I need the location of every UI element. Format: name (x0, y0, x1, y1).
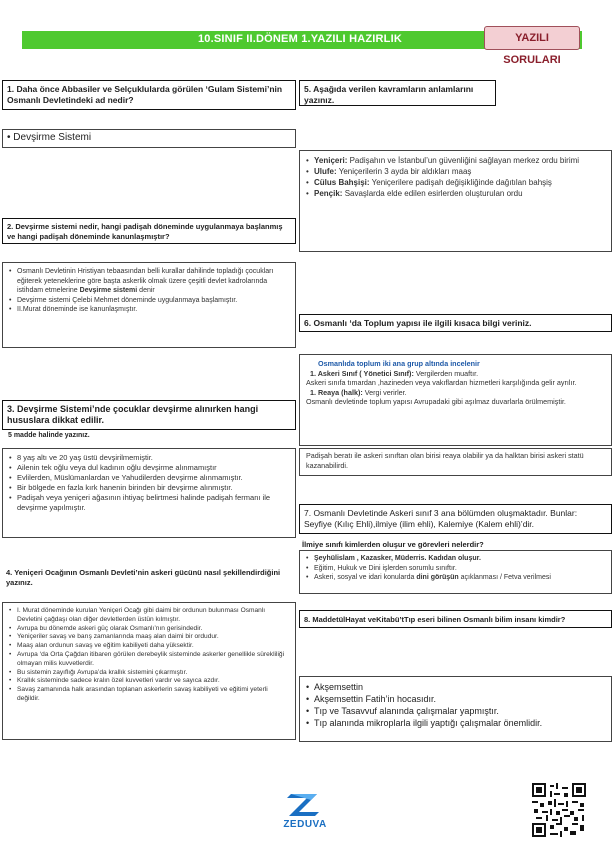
reaya-title: 1. Reaya (halk): Vergi verirler. (310, 387, 407, 397)
answer-6-note: Padişah beratı ile askeri sınıftan olan birisi reaya olabilir ya da halktan birisi askeri statü kazanabilirdi. (299, 448, 612, 476)
question-1 (2, 80, 296, 110)
list-item: • Akşemsettin (306, 681, 605, 693)
list-item: • Padişah veya yeniçeri ağasının ihtiyaç belirtmesi halinde padişah fermanı ile devşirme yapılmıştır. (9, 493, 289, 513)
question-5-text: 5. Aşağıda verilen kavramların anlamlarını yazınız. (304, 84, 474, 105)
question-8 (299, 610, 612, 628)
list-item: • Savaş zamanında halk arasından toplanan askerlerin savaş kabiliyeti ve eğitimi yeterli değildir. (9, 686, 289, 704)
question-7-text: 7. Osmanlı Devletinde Askeri sınıf 3 ana bölümden oluşmaktadır. Bunlar: Seyfiye (Kılıç Ehli),ilmiye (ilim ehli), Kalemiye (Kalem ehli)’dir. (304, 508, 578, 529)
list-item: • Evlilerden, Müslümanlardan ve Yahudilerden devşirme alınmamıştır. (9, 473, 289, 483)
question-4 (2, 568, 296, 588)
question-3-note: 5 madde halinde yazınız. (8, 432, 90, 439)
question-1-text: 1. Daha önce Abbasiler ve Selçuklularda görülen ‘Gulam Sistemi’nin Osmanlı Devletindeki ad nedir? (7, 84, 283, 105)
question-8-text: 8. MaddetülHayat veKitabü’tTıp eseri bilinen Osmanlı bilim insanı kimdir? (304, 615, 566, 624)
question-2-text: 2. Devşirme sistemi nedir, hangi padişah döneminde uygulanmaya başlanmış ve hangi padişah döneminde kanunlaşmıştır? (7, 222, 283, 241)
askeri-sinif-title: 1. Askeri Sınıf ( Yönetici Sınıf): Vergilerden muaftır. (310, 368, 479, 378)
list-item: • Akşemsettin Fatih’in hocasıdır. (306, 693, 605, 705)
question-7-sub: İlmiye sınıfı kimlerden oluşur ve görevleri nelerdir? (302, 540, 484, 549)
question-5 (299, 80, 496, 106)
list-item: • Ulufe: Yeniçerilerin 3 ayda bir aldıkları maaş (306, 166, 605, 177)
list-item: • Devşirme sistemi Çelebi Mehmet döneminde uygulanmaya başlamıştır. (9, 296, 289, 306)
list-item: • Osmanlı Devletinin Hristiyan tebaasından belli kurallar dahilinde topladığı çocukları eğiterek yeteneklerine göre başta askerlik olmak üzere çeşitli devlet kadrolarında istihdam etmelerine Devşirme sistemi denir (9, 267, 289, 296)
question-3-text: 3. Devşirme Sistemi’nde çocuklar devşirme alınırken hangi hususlara dikkat edilir. (7, 404, 259, 425)
list-item: • 8 yaş altı ve 20 yaş üstü devşirilmemiştir. (9, 453, 289, 463)
answer-8 (299, 676, 612, 742)
list-item: • Askeri, sosyal ve idari konularda dini görüşün açıklanması / Fetva verilmesi (306, 573, 605, 583)
list-item: • Cülus Bahşişi: Yeniçerilere padişah değişikliğinde dağıtılan bahşiş (306, 177, 605, 188)
list-item: • Tıp ve Tasavvuf alanında çalışmalar yapmıştır. (306, 705, 605, 717)
question-6-text: 6. Osmanlı ‘da Toplum yapısı ile ilgili kısaca bilgi veriniz. (304, 318, 532, 328)
zeduva-logo-icon (285, 792, 325, 818)
answer-6 (299, 354, 612, 446)
list-item: • Tıp alanında mikroplarla ilgili yaptığı çalışmalar önemlidir. (306, 717, 605, 729)
answer-1 (2, 129, 296, 148)
question-6 (299, 314, 612, 332)
list-item: • Krallık sisteminde sadece kralın özel kuvvetleri vardır ve sayıca azdır. (9, 677, 289, 686)
list-item: • Avrupa ‘da Orta Çağdan itibaren görülen derebeylik sisteminde askerler genellikle sürekliliği olmayan milis kuvvetlerdir. (9, 651, 289, 669)
qr-code (532, 783, 586, 837)
answer-4 (2, 602, 296, 740)
answer-5 (299, 150, 612, 252)
list-item: • Eğitim, Hukuk ve Dini işlerden sorumlu sınıftır. (306, 564, 605, 574)
answer-6-heading: Osmanlıda toplum iki ana grup altında incelenir (318, 359, 480, 368)
question-3 (2, 400, 296, 430)
list-item: • Yeniçeriler savaş ve barış zamanlarında maaş alan daimi bir ordudur. (9, 633, 289, 642)
askeri-sinif-text: Askeri sınıfa tımardan ,hazineden veya vakıflardan hizmetleri karşılığında gelir ayrılır. (306, 378, 577, 387)
answer-2 (2, 262, 296, 348)
page-title: 10.SINIF II.DÖNEM 1.YAZILI HAZIRLIK (197, 33, 402, 45)
logo-text: ZEDUVA (283, 819, 327, 830)
list-item: • Yeniçeri: Padişahın ve İstanbul’un güvenliğini sağlayan merkez ordu birimi (306, 155, 605, 166)
list-item: • Bir bölgede en fazla kırk hanenin birinden bir devşirme alınmıştır. (9, 483, 289, 493)
list-item: • Avrupa bu dönemde askeri güç olarak Osmanlı’nın gerisindedir. (9, 625, 289, 634)
list-item: • I. Murat döneminde kurulan Yeniçeri Ocağı gibi daimi bir ordunun bulunması Osmanlı Devletini çağdaşı olan diğer devletlerden üstün kılmıştır. (9, 607, 289, 625)
answer-3 (2, 448, 296, 538)
list-item: • Bu sistemin zayıflığı Avrupa’da krallık sistemini çıkarmıştır. (9, 669, 289, 678)
list-item: • Pençik: Savaşlarda elde edilen esirlerden oluşturulan ordu (306, 188, 605, 199)
reaya-text: Osmanlı devletinde toplum yapısı Avrupadaki gibi aşılmaz duvarlarla örülmemiştir. (306, 397, 566, 406)
exam-type-badge: YAZILI SORULARI (484, 26, 580, 50)
answer-1-text: Devşirme Sistemi (13, 132, 92, 143)
question-2 (2, 218, 296, 244)
answer-7 (299, 550, 612, 594)
list-item: • II.Murat döneminde ise kanunlaşmıştır. (9, 305, 289, 315)
question-7 (299, 504, 612, 534)
list-item: • Ailenin tek oğlu veya dul kadının oğlu devşirme alınmamıştır (9, 463, 289, 473)
bullet-icon: • (7, 132, 14, 143)
list-item: • Şeyhülislam , Kazasker, Müderris. Kadıdan oluşur. (306, 554, 605, 564)
list-item: • Maaş alan ordunun savaş ve eğitim kabiliyeti daha yüksektir. (9, 642, 289, 651)
question-4-text: 4. Yeniçeri Ocağının Osmanlı Devleti’nin askeri gücünü nasıl şekillendirdiğini yazınız. (6, 568, 281, 587)
